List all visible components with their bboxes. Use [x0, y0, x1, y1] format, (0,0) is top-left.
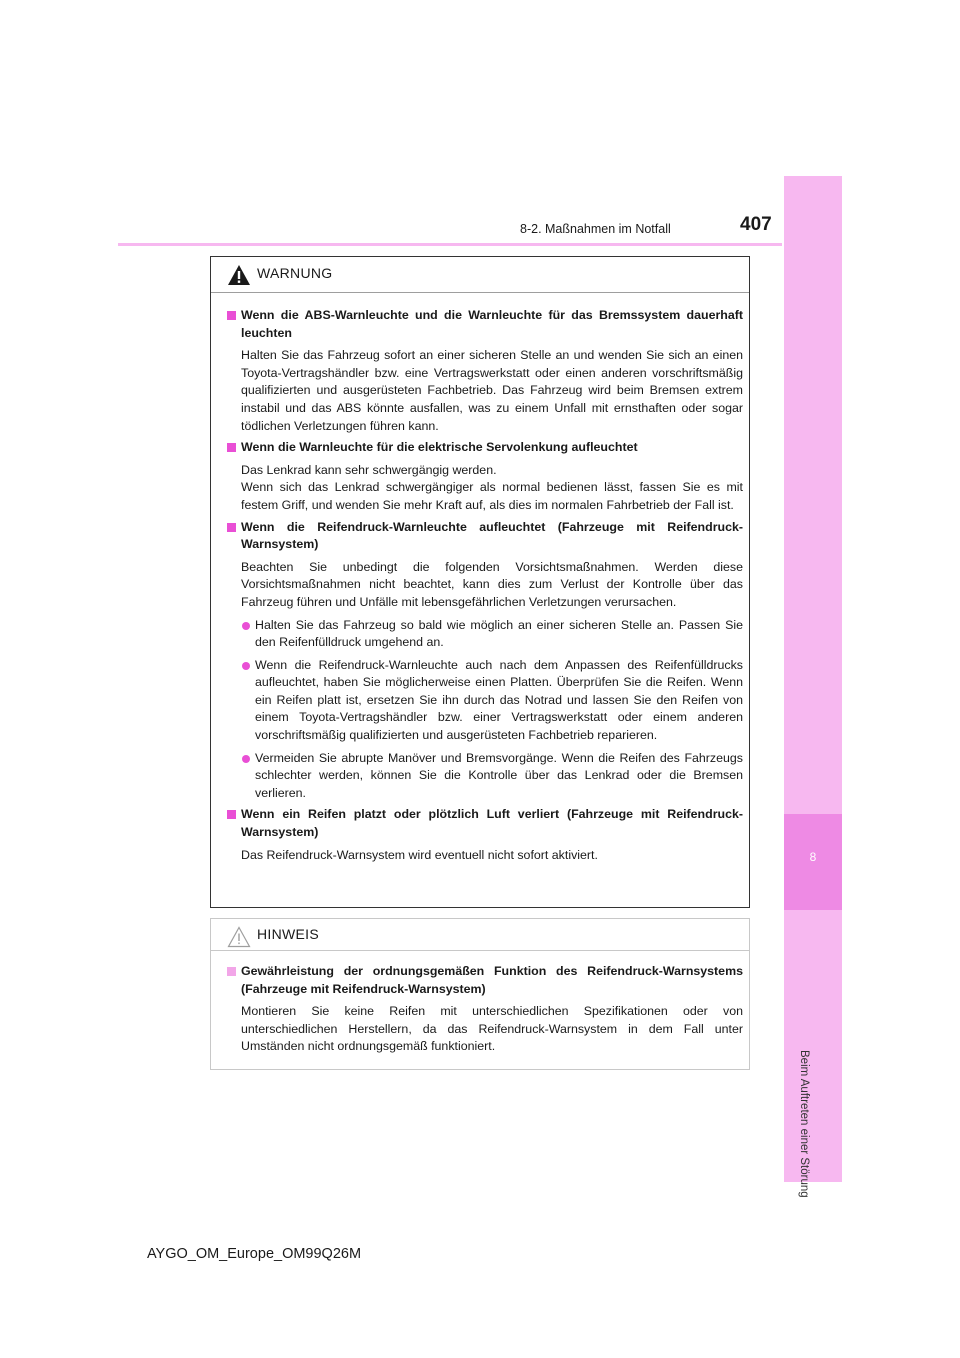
warning-triangle-icon: [227, 264, 251, 286]
chapter-title-text: Beim Auftreten einer Störung: [798, 1050, 810, 1198]
square-bullet-icon: [227, 967, 236, 976]
chapter-side-tab: [784, 176, 842, 1182]
notice-box: [210, 918, 750, 1070]
notice-item-title: Gewährleistung der ordnungsgemäßen Funktion des Reifendruck-Warnsystems (Fahrzeuge mit Reifendruck-Warnsystem): [241, 964, 743, 996]
warning-item: [227, 439, 743, 514]
document-id: AYGO_OM_Europe_OM99Q26M: [146, 1246, 362, 1262]
notice-content: [227, 963, 743, 1056]
chapter-title: [798, 1050, 824, 1198]
square-bullet-icon: [227, 523, 236, 532]
page-number: 407: [740, 214, 772, 235]
footer: [0, 1246, 960, 1262]
round-bullet-icon: [242, 755, 250, 763]
square-bullet-icon: [227, 810, 236, 819]
chapter-number: 8: [809, 850, 817, 864]
square-bullet-icon: [227, 443, 236, 452]
warning-item: [227, 307, 743, 435]
warning-item-body: Das Reifendruck-Warnsystem wird eventuell nicht sofort aktiviert.: [241, 847, 598, 862]
notice-triangle-icon: [227, 926, 251, 948]
header-rule: [118, 243, 782, 246]
notice-box-header: [211, 919, 749, 951]
notice-item: [227, 963, 743, 1056]
warning-item-body: Das Lenkrad kann sehr schwergängig werden.: [241, 462, 497, 477]
warning-item: [227, 519, 743, 803]
notice-heading: HINWEIS: [257, 926, 319, 942]
warning-item-title: Wenn die Reifendruck-Warnleuchte aufleuchtet (Fahrzeuge mit Reifendruck-Warnsystem): [241, 519, 743, 552]
warning-subitem-text: Wenn die Reifendruck-Warnleuchte auch nach dem Anpassen des Reifenfülldrucks aufleuchtet, haben Sie möglicherweise einen Platten. Überprüfen Sie die Reifen. Wenn ein Reifen platt ist, ersetzen Sie ihn durch das Notrad und lassen Sie den Reifen von einem Toyota-Vertragshändler bzw. einer Vertragswerkstatt oder einem anderen vorschriftsmäßig qualifizierten und ausgerüsteten Fachbetrieb reparieren.: [255, 657, 743, 743]
warning-subitem: [241, 750, 743, 803]
round-bullet-icon: [242, 622, 250, 630]
warning-subitem-text: Vermeiden Sie abrupte Manöver und Bremsvorgänge. Wenn die Reifen des Fahrzeugs schlechter werden, können Sie die Kontrolle über das Lenkrad oder die Bremsen verlieren.: [255, 750, 743, 800]
warning-item-body-continued: Wenn sich das Lenkrad schwergängiger als normal bedienen lässt, fassen Sie es mit festem Griff, und wenden Sie mehr Kraft auf, als dies im normalen Fahrbetrieb der Fall ist.: [241, 480, 743, 512]
warning-content: [227, 307, 743, 864]
square-bullet-icon: [227, 311, 236, 320]
warning-item-body: Beachten Sie unbedingt die folgenden Vorsichtsmaßnahmen. Werden diese Vorsichtsmaßnahmen nicht beachtet, kann dies zum Verlust der Kontrolle über das Fahrzeug führen und Unfälle mit lebensgefährlichen Verletzungen verursachen.: [241, 559, 743, 609]
warning-subitem: [241, 617, 743, 652]
notice-item-body: Montieren Sie keine Reifen mit unterschiedlichen Spezifikationen oder von unterschiedlichen Herstellern, da das Reifendruck-Warnsystem in dem Fall unter Umständen nicht ordnungsgemäß funktioniert.: [241, 1004, 743, 1054]
warning-heading: WARNUNG: [257, 265, 333, 281]
warning-item-title: Wenn die Warnleuchte für die elektrische Servolenkung aufleuchtet: [241, 440, 638, 455]
warning-item-title: Wenn ein Reifen platzt oder plötzlich Luft verliert (Fahrzeuge mit Reifendruck-Warnsystem): [241, 807, 743, 840]
warning-item-title: Wenn die ABS-Warnleuchte und die Warnleuchte für das Bremssystem dauerhaft leuchten: [241, 308, 743, 340]
round-bullet-icon: [242, 662, 250, 670]
section-title: 8-2. Maßnahmen im Notfall: [520, 222, 671, 236]
warning-item: [227, 806, 743, 864]
warning-item-body: Halten Sie das Fahrzeug sofort an einer sicheren Stelle an und wenden Sie sich an einen Toyota-Vertragshändler bzw. eine Vertragswerkstatt oder einen anderen vorschriftsmäßig qualifizierten und ausgerüsteten Fachbetrieb. Das Fahrzeug wird beim Bremsen extrem instabil und das ABS könnte ausfallen, was zu einem Unfall mit ernsthaften oder sogar tödlichen Verletzungen führen kann.: [241, 348, 743, 433]
warning-subitem-text: Halten Sie das Fahrzeug so bald wie möglich an einer sicheren Stelle an. Passen Sie den Reifenfülldruck umgehend an.: [255, 617, 743, 650]
warning-box-header: [211, 257, 749, 293]
warning-subitem: [241, 657, 743, 745]
warning-box: [210, 256, 750, 908]
